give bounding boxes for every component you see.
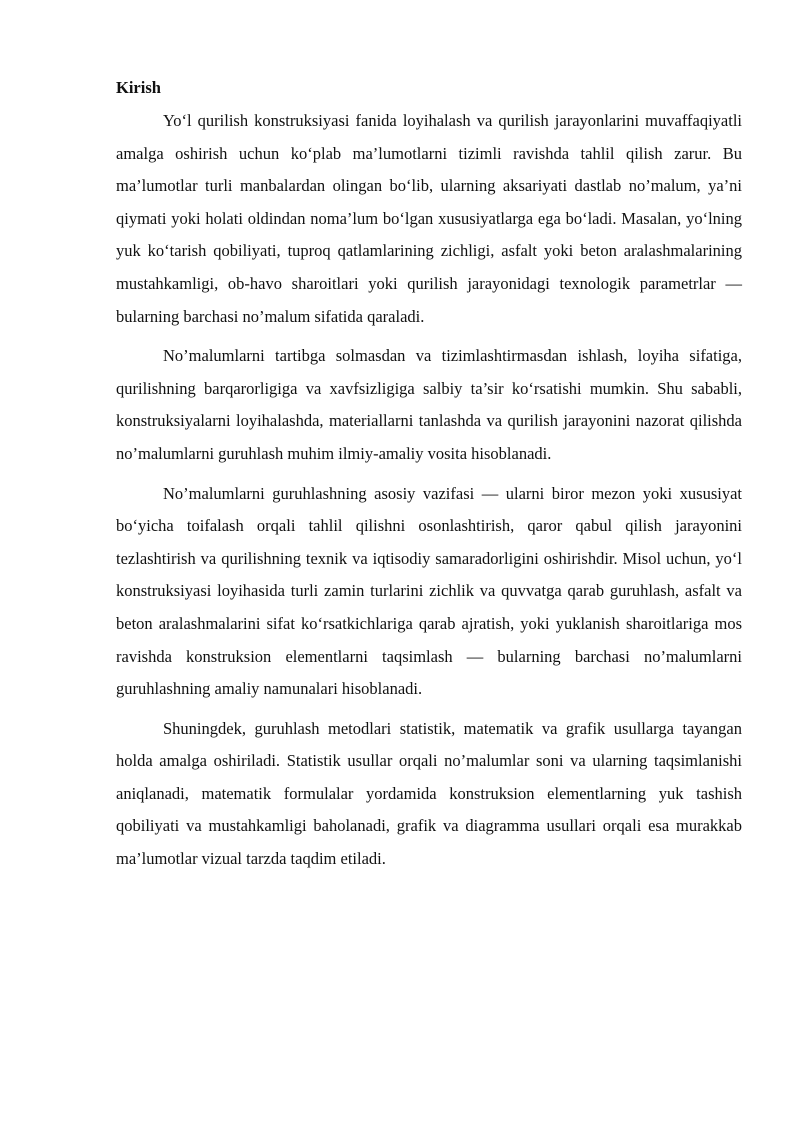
paragraph-3: No’malumlarni guruhlashning asosiy vazifasi — ularni biror mezon yoki xususiyat bo‘yicha toifalash orqali tahlil qilishni osonlashtirish, qaror qabul qilish jarayonini tezlashtirish va qurilishning texnik va iqtisodiy samaradorligini oshirishdir. Misol uchun, yo‘l konstruksiyasi loyihasida turli zamin turlarini zichlik va quvvatga qarab guruhlash, asfalt va beton aralashmalarini sifat ko‘rsatkichlariga qarab ajratish, yoki yuklanish sharoitlariga mos ravishda konstruksion elementlarni taqsimlash — bularning barchasi no’malumlarni guruhlashning amaliy namunalari hisoblanadi.: [116, 483, 742, 699]
section-heading: Kirish: [116, 78, 161, 97]
paragraph-4: Shuningdek, guruhlash metodlari statistik, matematik va grafik usullarga tayangan holda amalga oshiriladi. Statistik usullar orqali no’malumlar soni va ularning taqsimlanishi aniqlanadi, matematik formulalar yordamida konstruksion elementlarning yuk tashish qobiliyati va mustahkamligi baholanadi, grafik va diagramma usullari orqali esa murakkab ma’lumotlar vizual tarzda taqdim etiladi.: [116, 718, 742, 869]
paragraph-1: Yo‘l qurilish konstruksiyasi fanida loyihalash va qurilish jarayonlarini muvaffaqiyatli amalga oshirish uchun ko‘plab ma’lumotlarni tizimli ravishda tahlil qilish zarur. Bu ma’lumotlar turli manbalardan olingan bo‘lib, ularning aksariyati dastlab no’malum, ya’ni qiymati yoki holati oldindan noma’lum bo‘lgan xususiyatlarga ega bo‘ladi. Masalan, yo‘lning yuk ko‘tarish qobiliyati, tuproq qatlamlarining zichligi, asfalt yoki beton aralashmalarining mustahkamligi, ob-havo sharoitlari yoki qurilish jarayonidagi texnologik parametrlar — bularning barchasi no’malum sifatida qaraladi.: [116, 111, 742, 326]
paragraph-2: No’malumlarni tartibga solmasdan va tizimlashtirmasdan ishlash, loyiha sifatiga, qurilishning barqarorligiga va xavfsizligiga salbiy ta’sir ko‘rsatishi mumkin. Shu sababli, konstruksiyalarni loyihalashda, materiallarni tanlashda va qurilish jarayonini nazorat qilishda no’malumlarni guruhlash muhim ilmiy-amaliy vosita hisoblanadi.: [116, 346, 742, 463]
document-body: [116, 76, 742, 883]
